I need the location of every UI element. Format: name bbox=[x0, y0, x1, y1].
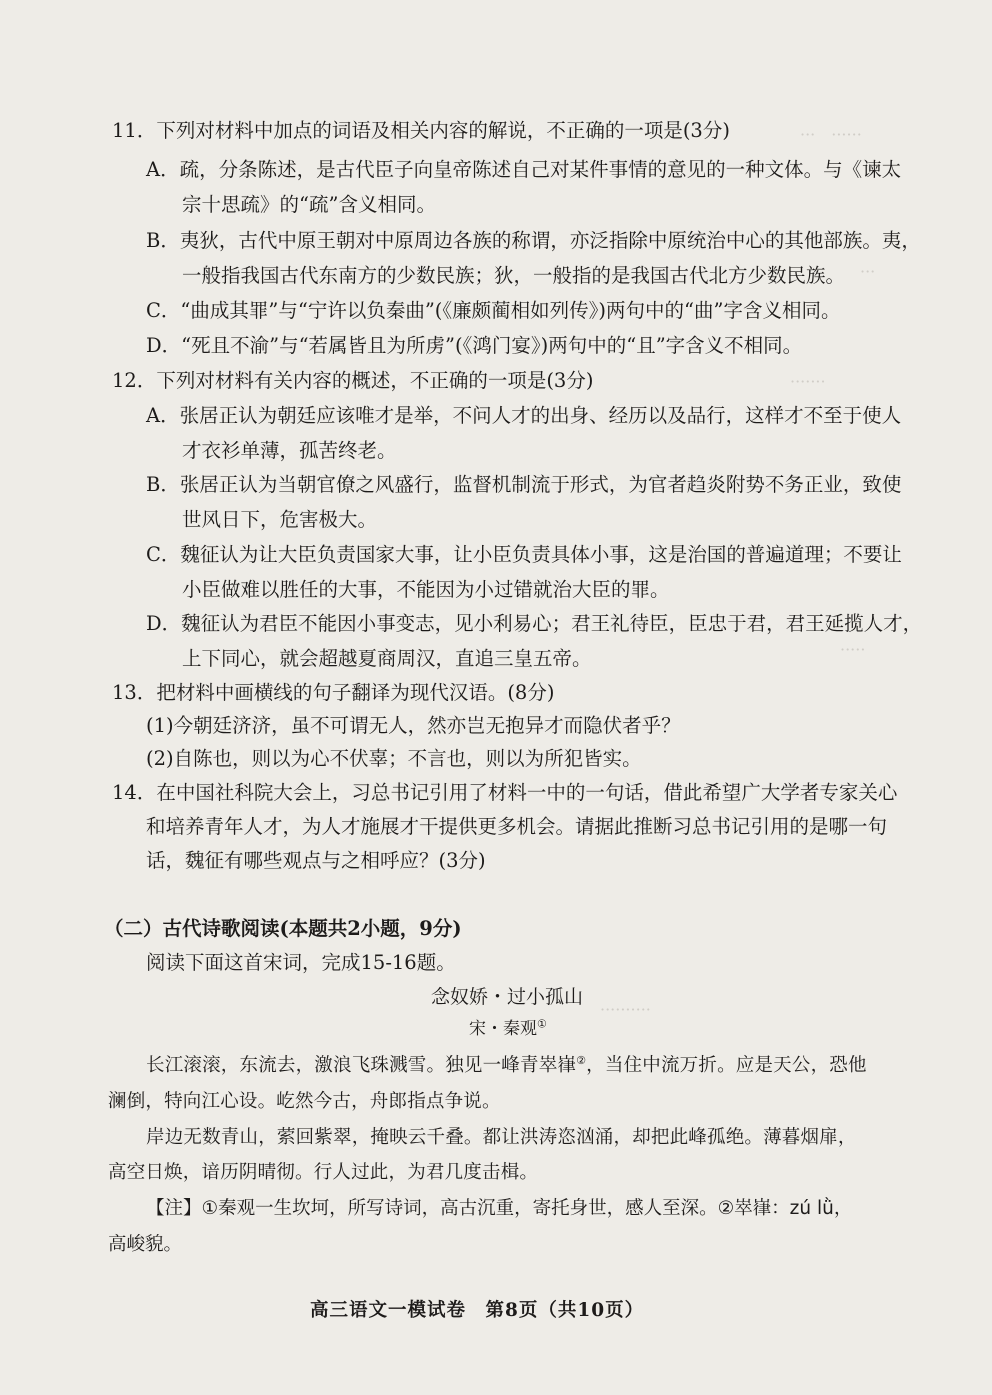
section-heading: （二）古代诗歌阅读(本题共2小题，9分) bbox=[104, 917, 462, 940]
footnote-mark: ② bbox=[576, 1053, 587, 1067]
question-line2: 和培养青年人才，为人才施展才干提供更多机会。请据此推断习总书记引用的是哪一句 bbox=[146, 815, 888, 838]
option-a-line1: A．张居正认为朝廷应该唯才是举，不问人才的出身、经历以及品行，这样才不至于使人 bbox=[146, 404, 902, 427]
poem-note-line2: 高峻貌。 bbox=[108, 1234, 183, 1255]
question-stem: 11．下列对材料中加点的词语及相关内容的解说，不正确的一项是(3分) bbox=[112, 119, 730, 142]
option-c-line1: C．“曲成其罪”与“宁许以负秦曲”(《廉颇蔺相如列传》)两句中的“曲”字含义相同。 bbox=[146, 299, 841, 322]
page-footer: 高三语文一模试卷 第8页（共10页） bbox=[310, 1300, 645, 1321]
option-a-line2: 才衣衫单薄，孤苦终老。 bbox=[182, 439, 397, 462]
poem-stanza2-line2: 高空日焕，谙历阴晴彻。行人过此，为君几度击楫。 bbox=[108, 1162, 539, 1183]
option-b-line2: 一般指我国古代东南方的少数民族；狄，一般指的是我国古代北方少数民族。 bbox=[182, 264, 846, 287]
option-b-line1: B．张居正认为当朝官僚之风盛行，监督机制流于形式，为官者趋炎附势不务正业，致使 bbox=[146, 473, 902, 496]
section-intro: 阅读下面这首宋词，完成15-16题。 bbox=[146, 951, 456, 974]
option-d-line1: D．“死且不渝”与“若属皆且为所虏”(《鸿门宴》)两句中的“且”字含义不相同。 bbox=[146, 334, 803, 357]
poem-author-text: 宋・秦观 bbox=[469, 1019, 537, 1039]
poem-author bbox=[469, 1016, 547, 1042]
question-stem: 13．把材料中画横线的句子翻译为现代汉语。(8分) bbox=[112, 681, 555, 704]
option-c-line1: C．魏征认为让大臣负责国家大事，让小臣负责具体小事，这是治国的普遍道理；不要让 bbox=[146, 543, 902, 566]
option-a-line2: 宗十思疏》的“疏”含义相同。 bbox=[182, 193, 436, 216]
poem-text: ，当住中流万折。应是天公，恐他 bbox=[586, 1055, 867, 1076]
option-c-line2: 小臣做难以胜任的大事，不能因为小过错就治大臣的罪。 bbox=[182, 578, 670, 601]
poem-stanza2-line1: 岸边无数青山，萦回紫翠，掩映云千叠。都让洪涛恣汹涌，却把此峰孤绝。薄暮烟扉， bbox=[146, 1127, 857, 1148]
bleed-through-texture: ······· bbox=[790, 372, 826, 391]
question-stem: 12．下列对材料有关内容的概述，不正确的一项是(3分) bbox=[112, 369, 594, 392]
sentence-1: (1)今朝廷济济，虽不可谓无人，然亦岂无抱异才而隐伏者乎？ bbox=[146, 714, 681, 737]
option-b-line1: B．夷狄，古代中原王朝对中原周边各族的称谓，亦泛指除中原统治中心的其他部族。夷， bbox=[146, 229, 921, 252]
question-line3: 话，魏征有哪些观点与之相呼应？(3分) bbox=[146, 849, 486, 872]
poem-note-line1: 【注】①秦观一生坎坷，所写诗词，高古沉重，寄托身世，感人至深。②崒嵂：zú lǜ， bbox=[146, 1198, 853, 1219]
footnote-mark: ① bbox=[537, 1017, 547, 1031]
option-d-line1: D．魏征认为君臣不能因小事变志，见小利易心；君王礼待臣，臣忠于君，君王延揽人才， bbox=[146, 612, 923, 635]
poem-title: 念奴娇・过小孤山 bbox=[431, 986, 584, 1008]
option-d-line2: 上下同心，就会超越夏商周汉，直追三皇五帝。 bbox=[182, 647, 592, 670]
bleed-through-texture: ····· bbox=[840, 640, 866, 659]
poem-stanza1-line2: 澜倒，特向江心设。屹然今古，舟郎指点争说。 bbox=[108, 1091, 501, 1112]
option-b-line2: 世风日下，危害极大。 bbox=[182, 508, 378, 531]
option-a-line1: A．疏，分条陈述，是古代臣子向皇帝陈述自己对某件事情的意见的一种文体。与《谏太 bbox=[146, 158, 902, 181]
bleed-through-texture: ··· ······ bbox=[800, 125, 862, 144]
sentence-2: (2)自陈也，则以为心不伏辜；不言也，则以为所犯皆实。 bbox=[146, 747, 642, 770]
poem-stanza1-line1 bbox=[146, 1053, 867, 1079]
question-line1: 14．在中国社科院大会上，习总书记引用了材料一中的一句话，借此希望广大学者专家关心 bbox=[112, 781, 898, 804]
bleed-through-texture: ··· bbox=[860, 262, 876, 281]
poem-text: 长江滚滚，东流去，激浪飞珠溅雪。独见一峰青崒嵂 bbox=[146, 1055, 577, 1076]
bleed-through-texture: ·········· bbox=[600, 1000, 651, 1019]
